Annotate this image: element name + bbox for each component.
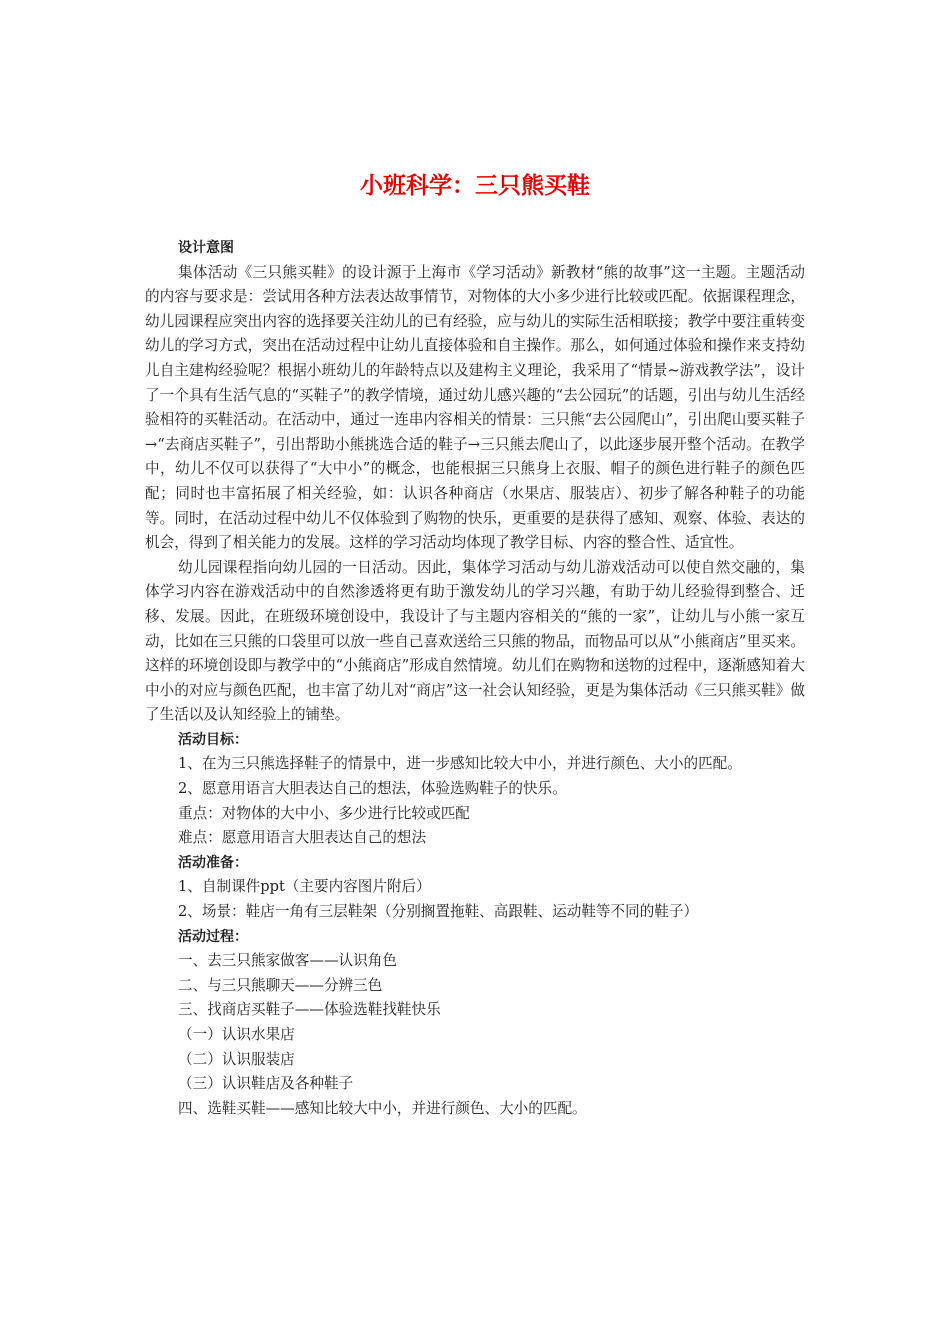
section-heading-objectives: 活动目标： [178,731,248,748]
document-body [145,236,805,1121]
list-item: （一）认识水果店 [178,1026,295,1043]
list-item: 1、在为三只熊选择鞋子的情景中，进一步感知比较大中小，并进行颜色、大小的匹配。 [178,755,742,773]
list-item: 2、愿意用语言大胆表达自己的想法，体验选购鞋子的快乐。 [178,780,567,798]
list-item: 2、场景：鞋店一角有三层鞋架（分别搁置拖鞋、高跟鞋、运动鞋等不同的鞋子） [178,903,699,921]
list-item: （二）认识服装店 [178,1050,295,1068]
list-item: 一、去三只熊家做客——认识角色 [178,952,397,970]
list-item: 1、自制课件ppt（主要内容图片附后） [178,878,431,896]
list-item: 重点：对物体的大中小、多少进行比较或匹配 [178,804,470,822]
list-item: 四、选鞋买鞋——感知比较大中小，并进行颜色、大小的匹配。 [178,1099,587,1117]
list-item: 三、找商店买鞋子——体验选鞋找鞋快乐 [178,1001,441,1019]
body-paragraph: 集体活动《三只熊买鞋》的设计源于上海市《学习活动》新教材“熊的故事”这一主题。主题活动的内容与要求是：尝试用各种方法表达故事情节，对物体的大小多少进行比较或匹配。依据课程理念，幼儿园课程应突出内容的选择要关注幼儿的已有经验，应与幼儿的实际生活相联接；教学中要注重转变幼儿的学习方式，突出在活动过程中让幼儿直接体验和自主操作。那么，如何通过体验和操作来支持幼儿自主建构经验呢？根据小班幼儿的年龄特点以及建构主义理论，我采用了“情景~游戏教学法”，设计了一个具有生活气息的“买鞋子”的教学情境，通过幼儿感兴趣的“去公园玩”的话题，引出与幼儿生活经验相符的买鞋活动。在活动中，通过一连串内容相关的情景：三只熊“去公园爬山”，引出爬山要买鞋子→“去商店买鞋子”，引出帮助小熊挑选合适的鞋子→三只熊去爬山了，以此逐步展开整个活动。在教学中，幼儿不仅可以获得了“大中小”的概念，也能根据三只熊身上衣服、帽子的颜色进行鞋子的颜色匹配；同时也丰富拓展了相关经验，如：认识各种商店（水果店、服装店）、初步了解各种鞋子的功能等。同时，在活动过程中幼儿不仅体验到了购物的快乐，更重要的是获得了感知、观察、体验、表达的机会，得到了相关能力的发展。这样的学习活动均体现了教学目标、内容的整合性、适宜性。 [145,263,805,552]
document-title: 小班科学：三只熊买鞋 [360,173,590,199]
list-item: 二、与三只熊聊天——分辨三色 [178,976,383,994]
section-heading-design-intent: 设计意图 [178,240,234,256]
list-item: 难点：愿意用语言大胆表达自己的想法 [178,829,427,847]
list-item: （三）认识鞋店及各种鞋子 [178,1075,354,1093]
section-heading-preparation: 活动准备： [178,854,248,871]
section-heading-process: 活动过程： [178,928,248,945]
body-paragraph: 幼儿园课程指向幼儿园的一日活动。因此，集体学习活动与幼儿游戏活动可以使自然交融的，集体学习内容在游戏活动中的自然渗透将更有助于激发幼儿的学习兴趣，有助于幼儿经验得到整合、迁移、发展。因此，在班级环境创设中，我设计了与主题内容相关的“熊的一家”，让幼儿与小熊一家互动，比如在三只熊的口袋里可以放一些自己喜欢送给三只熊的物品，而物品可以从“小熊商店”里买来。这样的环境创设即与教学中的“小熊商店”形成自然情境。幼儿们在购物和送物的过程中，逐渐感知着大中小的对应与颜色匹配，也丰富了幼儿对“商店”这一社会认知经验，更是为集体活动《三只熊买鞋》做了生活以及认知经验上的铺垫。 [145,558,805,724]
